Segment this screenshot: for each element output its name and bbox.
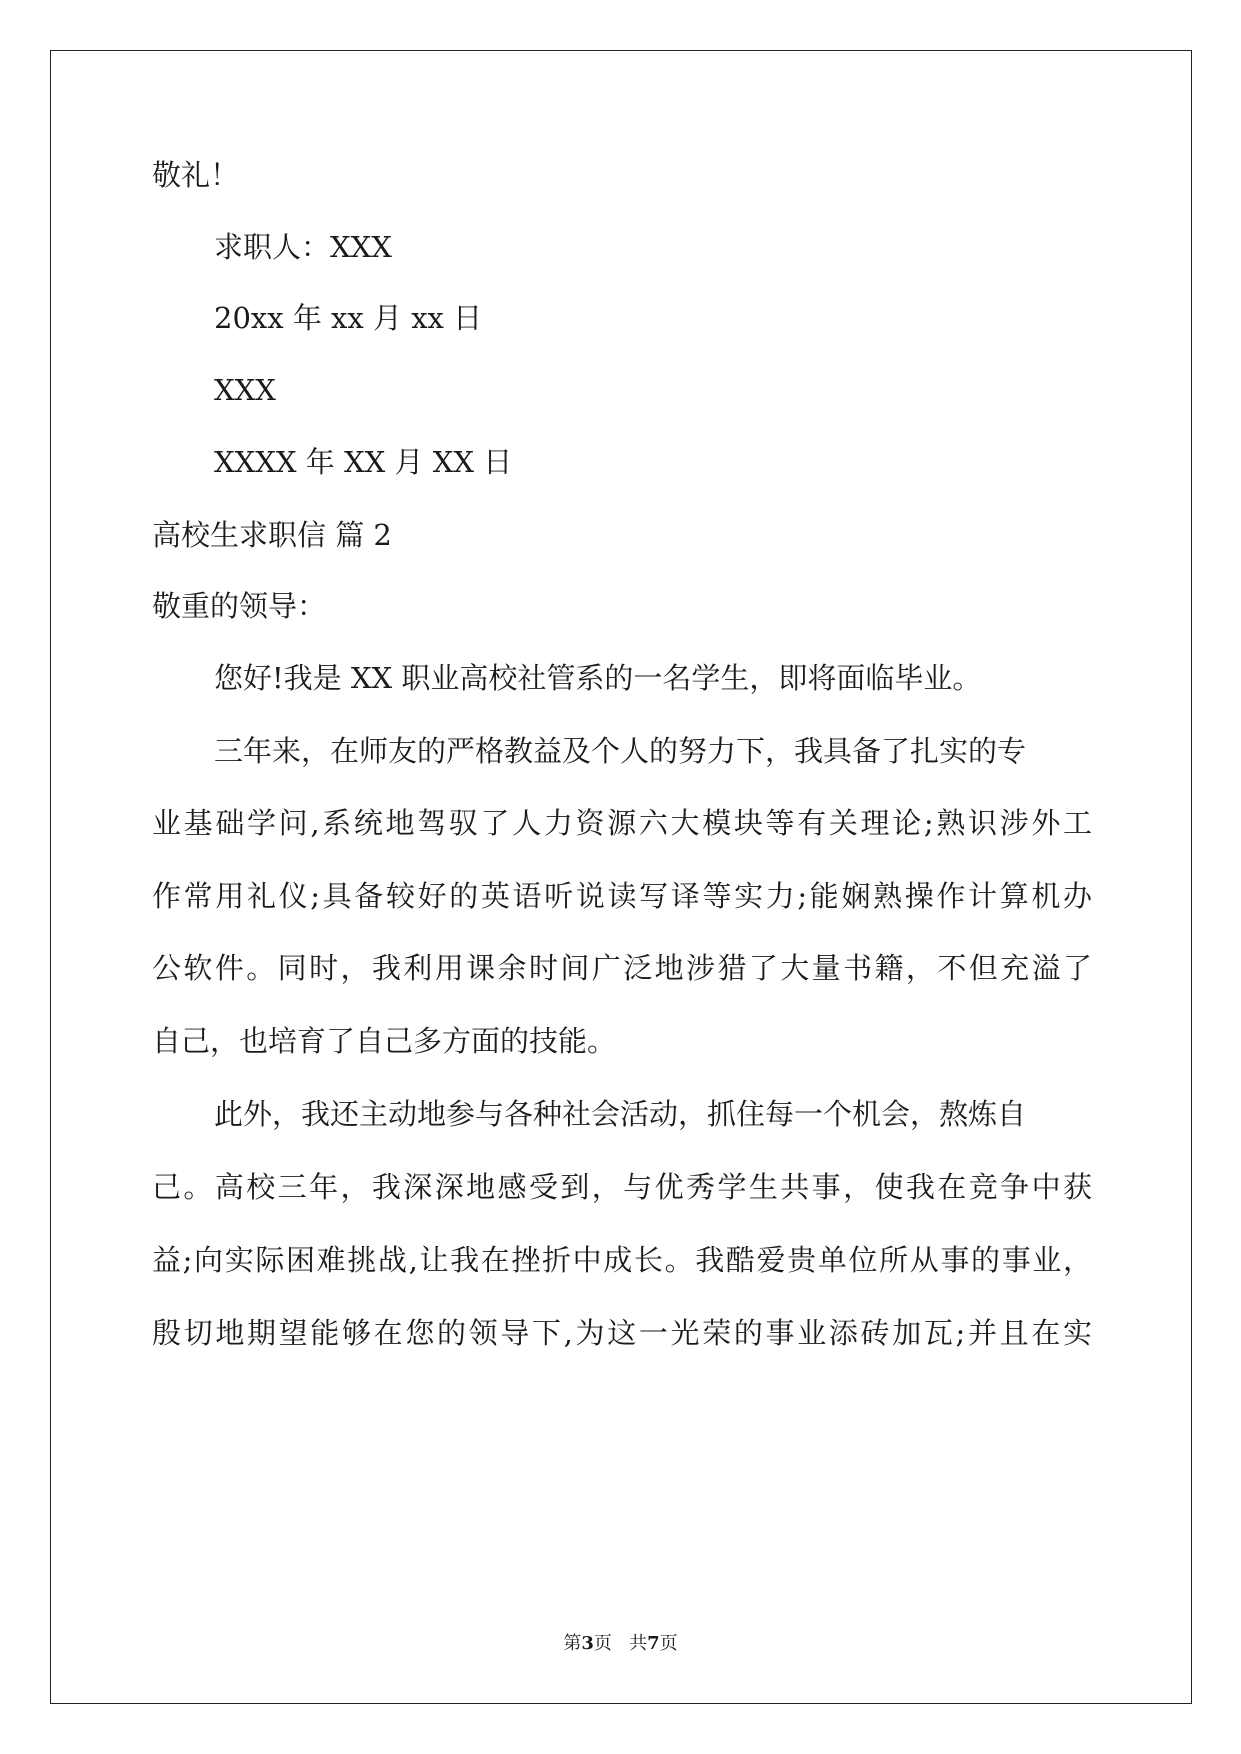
footer-suffix: 页 — [659, 1633, 678, 1654]
greeting: 敬重的领导： — [152, 589, 327, 623]
recipient-name: XXX — [214, 373, 276, 407]
paragraph-line: 殷切地期望能够在您的领导下,为这一光荣的事业添砖加瓦;并且在实 — [152, 1316, 1092, 1350]
page-footer — [0, 1632, 1241, 1656]
paragraph-line: 三年来，在师友的严格教益及个人的努力下，我具备了扎实的专 — [214, 734, 1027, 768]
paragraph-line: 益;向实际困难挑战,让我在挫折中成长。我酷爱贵单位所从事的事业， — [152, 1243, 1092, 1277]
letter-date: 20xx 年 xx 月 xx 日 — [214, 301, 483, 335]
footer-prefix: 第 — [563, 1633, 582, 1654]
paragraph-line: 此外，我还主动地参与各种社会活动，抓住每一个机会，熬炼自 — [214, 1097, 1027, 1131]
current-page-number: 3 — [581, 1633, 594, 1654]
paragraph-line: 自己，也培育了自己多方面的技能。 — [152, 1024, 617, 1058]
paragraph-line: 业基础学问,系统地驾驭了人力资源六大模块等有关理论;熟识涉外工 — [152, 806, 1092, 840]
paragraph-line: 己。高校三年，我深深地感受到，与优秀学生共事，使我在竞争中获 — [152, 1170, 1092, 1204]
applicant-signature: 求职人：XXX — [214, 230, 392, 264]
footer-middle: 页 共 — [593, 1633, 648, 1654]
paragraph-line: 作常用礼仪;具备较好的英语听说读写译等实力;能娴熟操作计算机办 — [152, 879, 1092, 913]
recipient-date: XXXX 年 XX 月 XX 日 — [214, 445, 513, 479]
total-page-number: 7 — [647, 1633, 660, 1654]
paragraph-line: 公软件。同时，我利用课余时间广泛地涉猎了大量书籍，不但充溢了 — [152, 951, 1092, 985]
paragraph-intro: 您好!我是 XX 职业高校社管系的一名学生，即将面临毕业。 — [214, 661, 982, 695]
salutation: 敬礼！ — [152, 158, 240, 192]
section-heading: 高校生求职信 篇 2 — [152, 518, 392, 552]
